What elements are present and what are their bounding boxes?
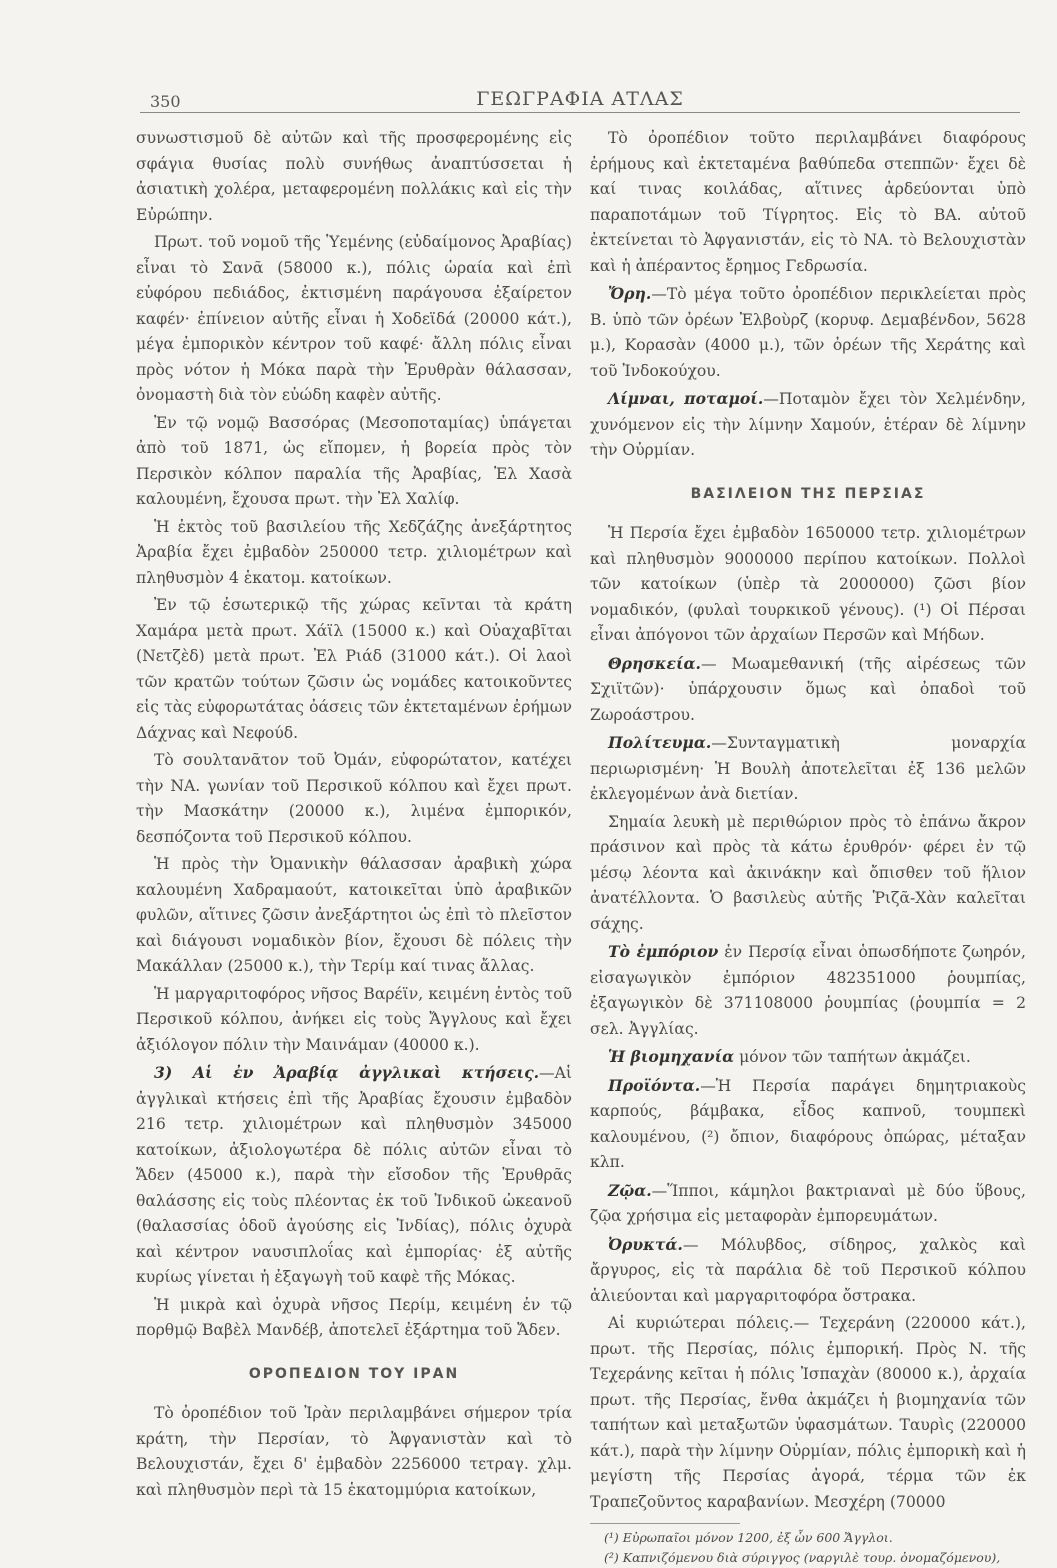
paragraph	[590, 1044, 1026, 1071]
paragraph	[590, 1073, 1026, 1176]
paragraph: Σημαία λευκὴ μὲ περιθώριον πρὸς τὸ ἐπάνω ἄκρον πράσινον καὶ πρὸς τὰ κάτω ἐρυθρόν· φέρει ἐν τῷ μέσῳ λέοντα καὶ ἀκινάκην καὶ ὄπισθεν τοῦ ἥλιον ἀνατέλλοντα. Ὁ βασιλεὺς αὐτῆς Ῥιζᾶ-Χὰν καλεῖται σάχης.	[590, 812, 1026, 933]
paragraph-lead: Ζῷα.	[608, 1180, 652, 1200]
paragraph-lead: Τὸ ἐμπόριον	[608, 942, 719, 961]
paragraph: Τὸ ὀροπέδιον τοῦτο περιλαμβάνει διαφόρους ἐρήμους καὶ ἐκτεταμένα βαθύπεδα στεππῶν· ἔχει δὲ καί τινας κοιλάδας, αἵτινες ἀρδεύονται ὑπὸ παραποτάμων τοῦ Τίγρητος. Εἰς τὸ ΒΑ. αὐτοῦ ἐκτείνεται τὸ Ἀφγανιστάν, εἰς τὸ ΝΑ. τὸ Βελουχιστὰν καὶ ἡ ἀπέραντος ἔρημος Γεδρωσία.	[590, 129, 1026, 275]
paragraph-text: — Μωαμεθανική (τῆς αἱρέσεως τῶν Σχιϊτῶν)· ὑπάρχουσιν ὅμως καὶ ὀπαδοὶ τοῦ Ζωροάστρου.	[590, 654, 1026, 724]
paragraph: Ἡ μικρὰ καὶ ὀχυρὰ νῆσος Περίμ, κειμένη ἐν τῷ πορθμῷ Βαβὲλ Μανδέβ, ἀποτελεῖ ἐξάρτημα τοῦ Ἄδεν.	[136, 1295, 572, 1339]
paragraph-lead: Πολίτευμα.	[608, 733, 712, 752]
paragraph-text: —Αἱ ἀγγλικαὶ κτήσεις ἐπὶ τῆς Ἀραβίας ἔχουσιν ἐμβαδὸν 216 τετρ. χιλιομέτρων καὶ πληθυσμὸν 345000 κατοίκων, ἀξιολογωτέρα δὲ πόλις αὐτῶν εἶναι τὸ Ἄδεν (45000 κ.), παρὰ τὴν εἴσοδον τῆς Ἐρυθρᾶς θαλάσσης εἰς τοὺς πλέοντας ἐκ τοῦ Ἰνδικοῦ ὠκεανοῦ (θαλασσίας ὁδοῦ ἀγούσης εἰς Ἰνδίας), πόλις ὀχυρὰ καὶ κέντρον ναυσιπλοΐας καὶ ἐμπορίας· ἐξ αὐτῆς κυρίως γίνεται ἡ ἐξαγωγὴ τοῦ καφὲ τῆς Μόκας.	[136, 1064, 572, 1286]
paragraph	[590, 1178, 1026, 1230]
paragraph-text: μόνον τῶν ταπήτων ἀκμάζει.	[739, 1048, 971, 1066]
paragraph: συνωστισμοῦ δὲ αὐτῶν καὶ τῆς προσφερομένης εἰς σφάγια θυσίας πολὺ συνήθως ἀναπτύσσεται ἡ ἀσιατικὴ χολέρα, μεταφερομένη πολλάκις καὶ εἰς τὴν Εὐρώπην.	[136, 129, 572, 224]
paragraph: Ἐν τῷ ἐσωτερικῷ τῆς χώρας κεῖνται τὰ κράτη Χαμάρα μετὰ πρωτ. Χάϊλ (15000 κ.) καὶ Οὐαχαβῖται (Νετζὲδ) μετὰ πρωτ. Ἐλ Ριάδ (31000 κάτ.). Οἱ λαοὶ τῶν κρατῶν τούτων ζῶσιν ὡς νομάδες κατοικοῦντες εἰς τὰς εὐφορωτάτας ὀάσεις τῶν ἐκτεταμένων ἐρήμων Δάχνας καὶ Νεφούδ.	[136, 596, 572, 742]
paragraph	[590, 730, 1026, 808]
paragraph	[590, 281, 1026, 384]
paragraph	[590, 386, 1026, 464]
paragraph: Αἱ κυριώτεραι πόλεις.— Τεχεράνη (220000 κάτ.), πρωτ. τῆς Περσίας, πόλις ἐμπορική. Πρὸς Ν. τῆς Τεχεράνης κεῖται ἡ πόλις Ἰσπαχὰν (80000 κ.), ἀρχαία πρωτ. τῆς Περσίας, ἔνθα ἀκμάζει ἡ βιομηχανία τῶν ταπήτων καὶ μεταξωτῶν ὑφασμάτων. Ταυρὶς (220000 κάτ.), παρὰ τὴν λίμνην Οὐρμίαν, πόλις ἐμπορικὴ καὶ ἡ μεγίστη τῆς Περσίας ἀγορά, τέρμα τῶν ἐκ Τραπεζοῦντος καραβανίων. Μεσχέρη (70000	[590, 1314, 1026, 1511]
page-header	[140, 84, 1020, 114]
paragraph: Τὸ σουλτανᾶτον τοῦ Ὀμάν, εὐφορώτατον, κατέχει τὴν ΝΑ. γωνίαν τοῦ Περσικοῦ κόλπου καὶ ἔχει πρωτ. τὴν Μασκάτην (20000 κ.), λιμένα ἐμπορικόν, δεσπόζοντα τοῦ Περσικοῦ κόλπου.	[136, 751, 572, 846]
left-column	[136, 126, 572, 1505]
paragraph: Ἡ μαργαριτοφόρος νῆσος Βαρέϊν, κειμένη ἐντὸς τοῦ Περσικοῦ κόλπου, ἀνήκει εἰς τοὺς Ἄγγλους καὶ ἔχει ἀξιόλογον πόλιν τὴν Μαινάμαν (40000 κ.).	[136, 984, 572, 1054]
header-rule	[140, 112, 1020, 113]
footnotes	[590, 1523, 1001, 1568]
paragraph: Τὸ ὀροπέδιον τοῦ Ἰρὰν περιλαμβάνει σήμερον τρία κράτη, τὴν Περσίαν, τὸ Ἀφγανιστὰν καὶ τὸ Βελουχιστάν, ἔχει δ' ἐμβαδὸν 2256000 τετραγ. χλμ. καὶ πληθυσμὸν περὶ τὰ 15 ἑκατομμύρια κατοίκων,	[136, 1404, 572, 1499]
paragraph-lead: Θρησκεία.	[608, 653, 701, 673]
paragraph-text: —Συνταγματικὴ μοναρχία περιωρισμένη· Ἡ Βουλὴ ἀποτελεῖται ἐξ 136 μελῶν ἐκλεγομένων ἀνὰ διετίαν.	[590, 734, 1026, 803]
paragraph-lead: Ἡ βιομηχανία	[608, 1047, 735, 1066]
paragraph-lead: Ὄρη.	[608, 284, 652, 303]
right-column	[590, 126, 1026, 1568]
paragraph-text: —Ἡ Περσία παράγει δημητριακοὺς καρπούς, βάμβακα, εἶδος καπνοῦ, τουμπεκὶ καλουμένου, (²) ὄπιον, διαφόρους ὀπώρας, μέταξαν κλπ.	[590, 1076, 1026, 1171]
paragraph-text: —Τὸ μέγα τοῦτο ὀροπέδιον περικλείεται πρὸς Β. ὑπὸ τῶν ὀρέων Ἐλβοὺρζ (κορυφ. Δεμαβένδον, 5628 μ.), Κορασὰν (4000 μ.), τῶν ὀρέων τῆς Χεράτης καὶ τοῦ Ἰνδοκούχου.	[590, 285, 1026, 380]
paragraph: Ἐν τῷ νομῷ Βασσόρας (Μεσοποταμίας) ὑπάγεται ἀπὸ τοῦ 1871, ὡς εἴπομεν, ἡ βορεία πρὸς τὸν Περσικὸν κόλπον παραλία τῆς Ἀραβίας, Ἐλ Χασὰ καλουμένη, ἔχουσα πρωτ. τὴν Ἐλ Χαλίφ.	[136, 413, 572, 508]
paragraph-text: ἐν Περσίᾳ εἶναι ὁπωσδήποτε ζωηρόν, εἰσαγωγικὸν ἐμπόριον 482351000 ῥουμπίας, ἐξαγωγικὸν δὲ 371108000 ῥουμπίας (ῥουμπία = 2 σελ. Ἀγγλίας.	[590, 943, 1026, 1038]
paragraph	[590, 651, 1026, 729]
section-heading: ΒΑΣΙΛΕΙΟΝ ΤΗΣ ΠΕΡΣΙΑΣ	[690, 485, 926, 502]
paragraph-text: —Ποταμὸν ἔχει τὸν Χελμένδην, χυνόμενον εἰς τὴν λίμνην Χαμούν, ἑτέραν δὲ λίμνην τὴν Οὐρμίαν.	[590, 390, 1026, 459]
paragraph-lead: Λίμναι, ποταμοί.	[608, 389, 764, 408]
paragraph: Ἡ πρὸς τὴν Ὀμανικὴν θάλασσαν ἀραβικὴ χώρα καλουμένη Χαδραμαούτ, κατοικεῖται ὑπὸ ἀραβικῶν φυλῶν, αἵτινες ζῶσιν ἀνεξάρτητοι ὡς ἐπὶ τὸ πλεῖστον καὶ διάγουσι νομαδικὸν βίον, ἔχουσι δὲ πόλεις τὴν Μακάλλαν (25000 κ.), τὴν Τερίμ καί τινας ἄλλας.	[136, 855, 572, 975]
paragraph	[590, 939, 1026, 1042]
paragraph-text: —Ἵπποι, κάμηλοι βακτριαναὶ μὲ δύο ὕβους, ζῷα χρήσιμα εἰς μεταφορὰν ἐμπορευμάτων.	[590, 1181, 1026, 1225]
paragraph: Ἡ Περσία ἔχει ἐμβαδὸν 1650000 τετρ. χιλιομέτρων καὶ πληθυσμὸν 9000000 περίπου κατοίκων. Πολλοὶ τῶν κατοίκων (ὑπὲρ τὰ 2000000) ζῶσι βίον νομαδικόν, (φυλαὶ τουρκικοῦ γένους). (¹) Οἱ Πέρσαι εἶναι ἀπόγονοι τῶν ἀρχαίων Περσῶν καὶ Μήδων.	[590, 524, 1026, 644]
paragraph-lead: Προϊόντα.	[608, 1075, 701, 1095]
paragraph-lead: Ὀρυκτά.	[608, 1234, 683, 1254]
paragraph	[136, 1060, 572, 1291]
section-heading: ΟΡΟΠΕΔΙΟΝ ΤΟΥ ΙΡΑΝ	[248, 1365, 460, 1382]
page-number: 350	[150, 92, 181, 111]
paragraph	[590, 1232, 1026, 1310]
paragraph-text: — Μόλυβδος, σίδηρος, χαλκὸς καὶ ἄργυρος, εἰς τὰ παράλια δὲ τοῦ Περσικοῦ κόλπου ἁλιεύονται καὶ μαργαριτοφόρα ὄστρακα.	[590, 1235, 1026, 1305]
paragraph: Ἡ ἐκτὸς τοῦ βασιλείου τῆς Χεδζάζης ἀνεξάρτητος Ἀραβία ἔχει ἐμβαδὸν 250000 τετρ. χιλιομέτρων καὶ πληθυσμὸν 4 ἑκατομ. κατοίκων.	[136, 517, 572, 587]
paragraph: Πρωτ. τοῦ νομοῦ τῆς Ὑεμένης (εὐδαίμονος Ἀραβίας) εἶναι τὸ Σανᾶ (58000 κ.), πόλις ὡραία καὶ ἐπὶ εὐφόρου πεδιάδος, ἐκτισμένη παράγουσα ἐξαίρετον καφέν· ἐπίνειον αὐτῆς εἶναι ἡ Χοδεϊδά (20000 κάτ.), μέγα ἐμπορικὸν κέντρον τοῦ καφέ· ἄλλη πόλις εἶναι πρὸς νότον ἡ Μόκα παρὰ τὴν Ἐρυθρὰν θάλασσαν, ὀνομαστὴ διὰ τὸν εὐώδη καφὲν αὐτῆς.	[136, 233, 572, 404]
paragraph-lead: 3) Αἱ ἐν Ἀραβίᾳ ἀγγλικαὶ κτήσεις.	[154, 1063, 540, 1082]
footnote: (²) Καπνιζόμενου διὰ σύριγγος (ναργιλὲ τουρ. ὀνομαζόμενου),	[604, 1550, 1001, 1565]
footnote: (¹) Εὐρωπαῖοι μόνον 1200, ἐξ ὧν 600 Ἄγγλοι.	[604, 1530, 893, 1545]
running-title: ΓΕΩΓΡΑΦΙΑ ΑΤΛΑΣ	[476, 88, 684, 110]
